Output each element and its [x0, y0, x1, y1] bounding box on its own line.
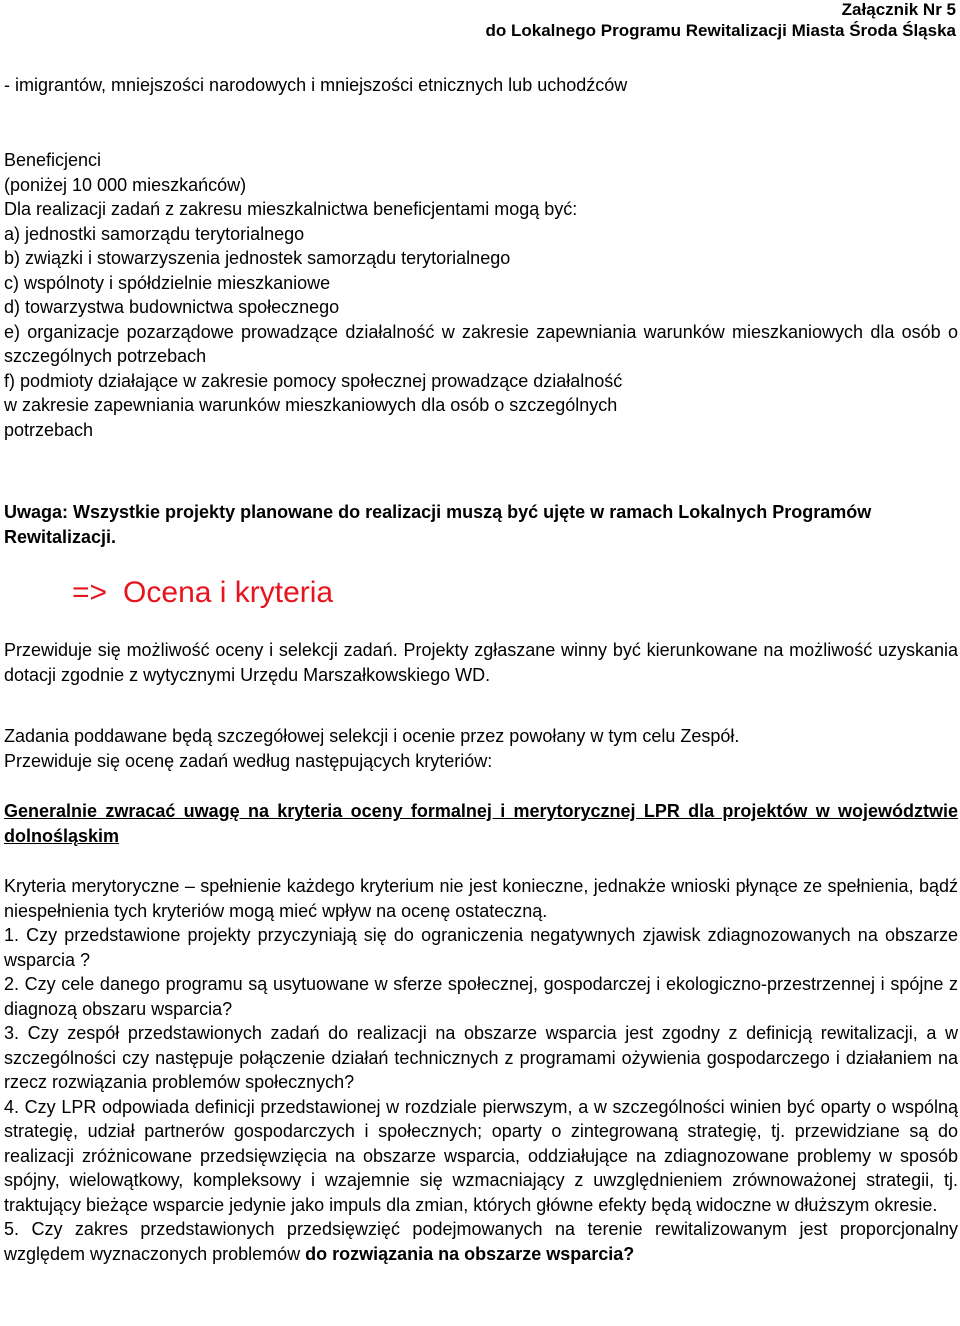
criterion-item: [4, 1217, 958, 1266]
beneficiaries-title: Beneficjenci: [4, 150, 102, 170]
beneficiaries-section: [4, 148, 958, 442]
beneficiary-item-continued: potrzebach: [4, 419, 94, 440]
criterion-item: 2. Czy cele danego programu są usytuowane w sferze społecznej, gospodarczej i ekologiczno-przestrzennej i spójne z diagnozą obszaru wsparcia?: [4, 974, 958, 1019]
beneficiaries-subtitle: (poniżej 10 000 mieszkańców): [4, 174, 247, 195]
beneficiary-item: f) podmioty działające w zakresie pomocy społecznej prowadzące działalność: [4, 370, 623, 391]
arrow-icon: =>: [72, 576, 108, 609]
evaluation-line: Przewiduje się ocenę zadań według następujących kryteriów:: [4, 750, 493, 771]
selection-paragraph: Przewiduje się możliwość oceny i selekcji zadań. Projekty zgłaszane winny być kierunkowane na możliwość uzyskania dotacji zgodnie z wytycznymi Urzędu Marszałkowskiego WD.: [4, 640, 958, 685]
criterion-item: 4. Czy LPR odpowiada definicji przedstawionej w rozdziale pierwszym, a w szczególności winien być oparty o wspólną strategię, udział partnerów gospodarczych i społecznych; oparty o zintegrowaną strategię, tj. przewidziane są do realizacji zróżnicowane przedsięwzięcia na obszarze wsparcia, oddziałujące na zdiagnozowane problemy w sposób spójny, wielowątkowy, kompleksowy i wzajemnie się wzmacniający z uwzględnieniem zrównoważonej strategii, tj. traktujący bieżące wsparcie jedynie jako impuls dla zmian, których główne efekty będą widoczne w dłuższym okresie.: [4, 1096, 958, 1215]
annex-reference: do Lokalnego Programu Rewitalizacji Miasta Środa Śląska: [485, 21, 956, 40]
beneficiary-item: c) wspólnoty i spółdzielnie mieszkaniowe: [4, 272, 331, 293]
criterion-item: 3. Czy zespół przedstawionych zadań do realizacji na obszarze wsparcia jest zgodny z definicją rewitalizacji, a w szczególności czy następuje połączenie działań technicznych z programami ożywienia gospodarczego i działaniem na rzecz rozwiązania problemów społecznych?: [4, 1023, 958, 1092]
beneficiary-item: e) organizacje pozarządowe prowadzące działalność w zakresie zapewniania warunków mieszkaniowych dla osób o szczególnych potrzebach: [4, 321, 958, 366]
annex-number: Załącznik Nr 5: [841, 0, 956, 19]
beneficiary-item: a) jednostki samorządu terytorialnego: [4, 223, 305, 244]
merit-criteria-paragraph: Kryteria merytoryczne – spełnienie każdego kryterium nie jest konieczne, jednakże wnioski płynące ze spełnienia, bądź niespełnienia tych kryteriów mogą mieć wpływ na ocenę ostateczną.: [4, 876, 958, 921]
beneficiaries-lead: Dla realizacji zadań z zakresu mieszkalnictwa beneficjentami mogą być:: [4, 199, 578, 219]
intro-list-item: - imigrantów, mniejszości narodowych i mniejszości etnicznych lub uchodźców: [4, 75, 628, 95]
general-criteria-heading: Generalnie zwracać uwagę na kryteria oceny formalnej i merytorycznej LPR dla projektów w województwie dolnośląskim: [4, 801, 958, 846]
section-heading: [72, 573, 333, 613]
criterion-item: 1. Czy przedstawione projekty przyczyniają się do ograniczenia negatywnych zjawisk zdiagnozowanych na obszarze wsparcia ?: [4, 925, 958, 970]
criteria-section: [4, 874, 958, 1266]
evaluation-line: Zadania poddawane będą szczegółowej selekcji i ocenie przez powołany w tym celu Zespół.: [4, 726, 740, 746]
beneficiary-item: d) towarzystwa budownictwa społecznego: [4, 297, 340, 317]
section-heading-text: Ocena i kryteria: [123, 576, 334, 609]
criterion-emphasis: do rozwiązania na obszarze wsparcia?: [305, 1243, 635, 1264]
criterion-text: 5. Czy zakres przedstawionych przedsięwzięć podejmowanych na terenie rewitalizowanym jest proporcjonalny względem wyznaczonych problemów: [4, 1219, 958, 1264]
beneficiary-item: b) związki i stowarzyszenia jednostek samorządu terytorialnego: [4, 248, 511, 268]
beneficiary-item-continued: w zakresie zapewniania warunków mieszkaniowych dla osób o szczególnych: [4, 395, 618, 415]
evaluation-paragraph: [4, 724, 958, 773]
note-paragraph: Uwaga: Wszystkie projekty planowane do realizacji muszą być ujęte w ramach Lokalnych Programów Rewitalizacji.: [4, 502, 872, 547]
